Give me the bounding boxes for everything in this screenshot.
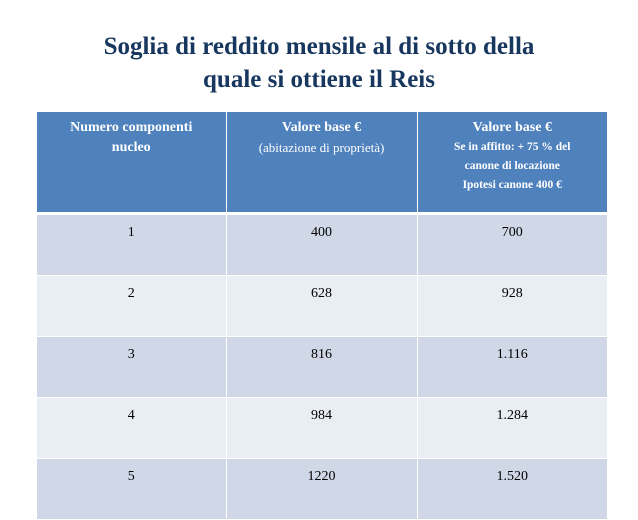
cell-members: 5 bbox=[37, 459, 226, 520]
table-row bbox=[37, 459, 607, 520]
slide-title bbox=[0, 30, 638, 96]
slide-title-line-1: Soglia di reddito mensile al di sotto della bbox=[103, 33, 535, 60]
table-row bbox=[37, 337, 607, 398]
cell-rent-value: 1.520 bbox=[417, 459, 607, 520]
cell-rent-value: 700 bbox=[417, 214, 607, 276]
cell-base-value: 1220 bbox=[226, 459, 417, 520]
cell-rent-value: 1.284 bbox=[417, 398, 607, 459]
header-base-value-rent-line3: canone di locazione bbox=[464, 160, 560, 172]
cell-base-value: 816 bbox=[226, 337, 417, 398]
table-row bbox=[37, 398, 607, 459]
table-row bbox=[37, 276, 607, 337]
header-household-members-line2: nucleo bbox=[111, 140, 151, 155]
header-base-value-rent bbox=[417, 112, 607, 214]
cell-base-value: 628 bbox=[226, 276, 417, 337]
table-header-row bbox=[37, 112, 607, 214]
header-base-value-owned-title: Valore base € bbox=[281, 120, 362, 135]
header-household-members bbox=[37, 112, 226, 214]
table-row bbox=[37, 214, 607, 276]
cell-rent-value: 928 bbox=[417, 276, 607, 337]
cell-members: 1 bbox=[37, 214, 226, 276]
cell-base-value: 400 bbox=[226, 214, 417, 276]
header-base-value-rent-title: Valore base € bbox=[472, 120, 552, 135]
header-base-value-rent-line2: Se in affitto: + 75 % del bbox=[454, 141, 571, 153]
reis-threshold-table bbox=[37, 112, 607, 520]
header-base-value-rent-line4: Ipotesi canone 400 € bbox=[462, 179, 562, 191]
header-base-value-owned-subtitle: (abitazione di proprietà) bbox=[258, 140, 385, 155]
cell-rent-value: 1.116 bbox=[417, 337, 607, 398]
cell-members: 2 bbox=[37, 276, 226, 337]
cell-base-value: 984 bbox=[226, 398, 417, 459]
header-household-members-line1: Numero componenti bbox=[70, 120, 193, 135]
header-base-value-owned bbox=[226, 112, 417, 214]
cell-members: 4 bbox=[37, 398, 226, 459]
cell-members: 3 bbox=[37, 337, 226, 398]
slide-title-line-2: quale si ottiene il Reis bbox=[203, 66, 435, 93]
